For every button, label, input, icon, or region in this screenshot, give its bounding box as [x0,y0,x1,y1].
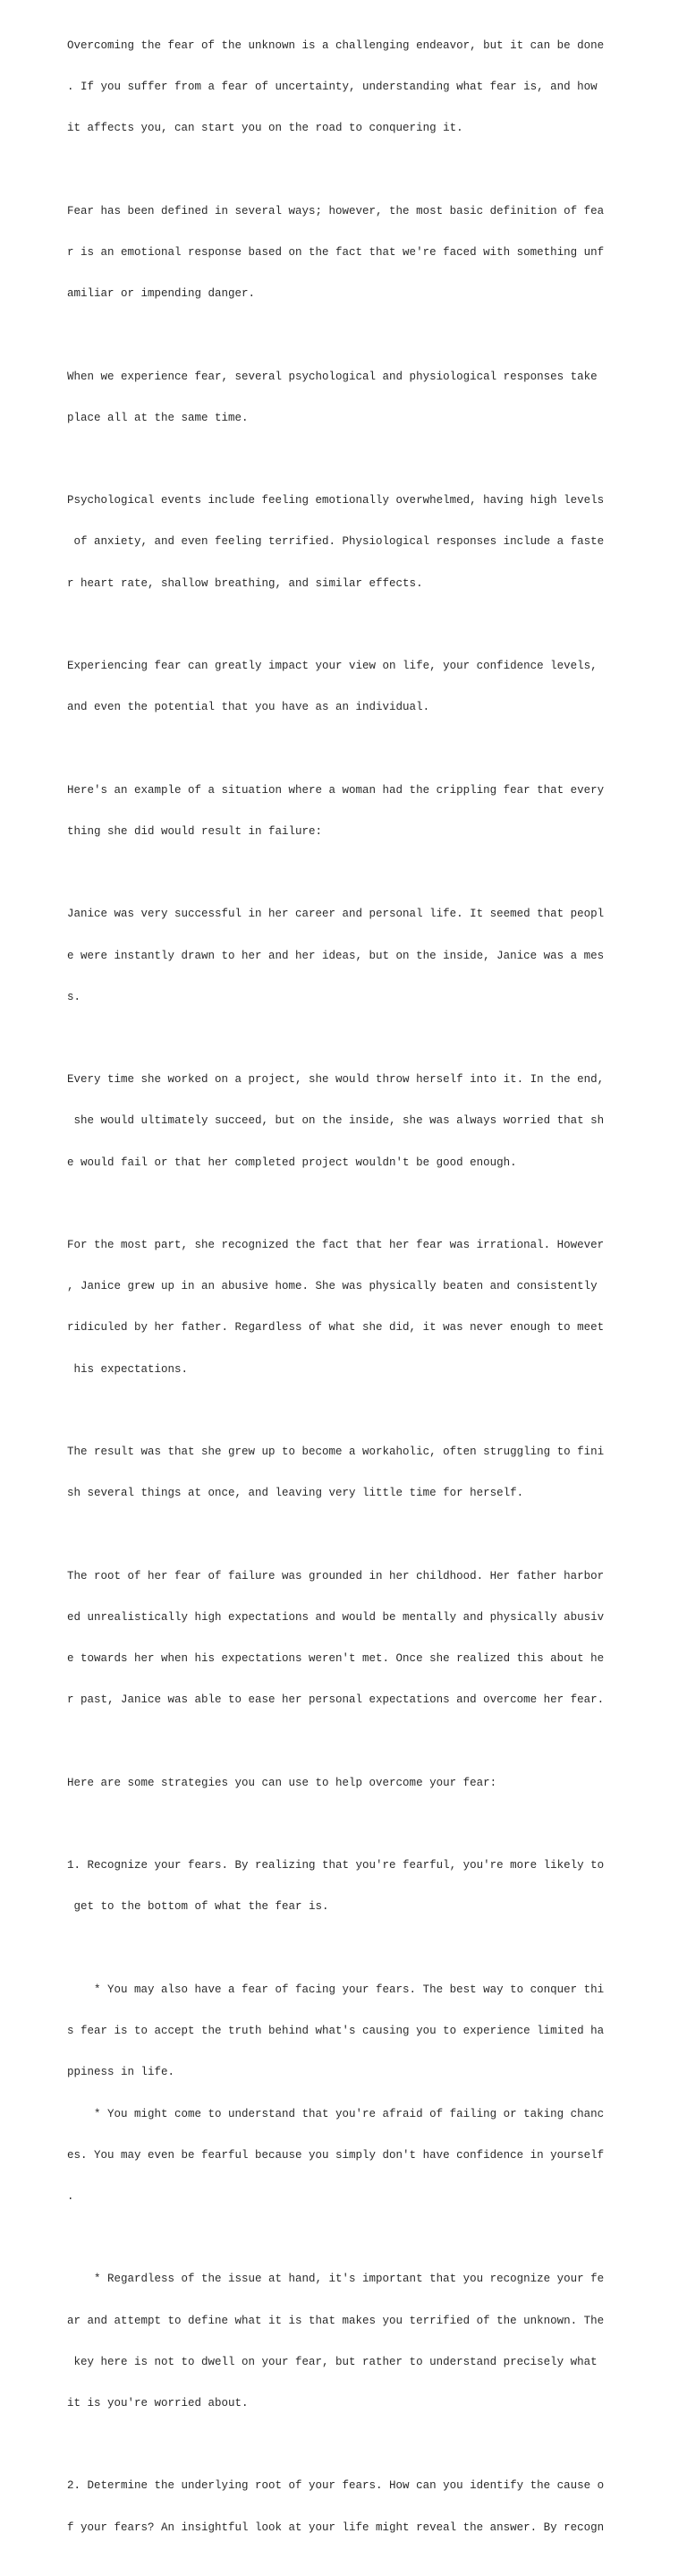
list-item [67,2452,604,2563]
text-line: e were instantly drawn to her and her ideas, but on the inside, Janice was a mes [67,949,605,962]
text-line: Experiencing fear can greatly impact your view on life, your confidence levels, [67,660,598,673]
text-line: es. You may even be fearful because you simply don't have confidence in yourself [67,2148,605,2162]
text-line: s. [67,990,81,1003]
paragraph [67,466,604,618]
list-item [67,1831,604,1941]
text-line: it affects you, can start you on the road to conquering it. [67,122,463,135]
text-line: e towards her when his expectations weren't met. Once she realized this about he [67,1652,605,1666]
text-line: key here is not to dwell on your fear, but rather to understand precisely what [67,2355,598,2368]
paragraph [67,1418,604,1528]
text-line: s fear is to accept the truth behind what's causing you to experience limited ha [67,2025,605,2038]
text-line: e would fail or that her completed project wouldn't be good enough. [67,1156,517,1169]
text-line: Janice was very successful in her career and personal life. It seemed that peopl [67,908,605,921]
paragraph [67,1749,604,1818]
paragraph [67,1045,604,1197]
paragraph [67,881,604,1032]
text-line: Overcoming the fear of the unknown is a challenging endeavor, but it can be done [67,38,605,52]
text-line: Here are some strategies you can use to help overcome your fear: [67,1776,497,1789]
text-line: r is an emotional response based on the fact that we're faced with something unf [67,245,605,259]
text-line: The root of her fear of failure was grounded in her childhood. Her father harbor [67,1569,605,1582]
paragraph [67,177,604,328]
paragraph [67,343,604,453]
text-line: When we experience fear, several psychological and physiological responses take [67,370,598,383]
text-line: ridiculed by her father. Regardless of what she did, it was never enough to meet [67,1321,605,1335]
text-line: and even the potential that you have as an individual. [67,701,430,714]
text-line: ar and attempt to define what it is that makes you terrified of the unknown. The [67,2314,605,2327]
text-line: Psychological events include feeling emotionally overwhelmed, having high levels [67,494,605,508]
text-line: thing she did would result in failure: [67,824,323,838]
paragraph [67,1211,604,1404]
text-line: it is you're worried about. [67,2397,249,2410]
text-line: , Janice grew up in an abusive home. She was physically beaten and consistently [67,1280,598,1293]
text-line: amiliar or impending danger. [67,287,256,301]
text-line: f your fears? An insightful look at your life might reveal the answer. By recogn [67,2521,605,2534]
document-body [67,12,604,2576]
text-line: get to the bottom of what the fear is. [67,1900,329,1914]
text-line: of anxiety, and even feeling terrified. Physiological responses include a faste [67,535,605,549]
text-line: Here's an example of a situation where a woman had the crippling fear that every [67,783,605,797]
text-line: * Regardless of the issue at hand, it's important that you recognize your fe [67,2273,605,2286]
text-line: For the most part, she recognized the fact that her fear was irrational. However [67,1239,605,1252]
paragraph [67,756,604,866]
text-line: The result was that she grew up to become a workaholic, often struggling to fini [67,1446,605,1459]
text-line: 1. Recognize your fears. By realizing that you're fearful, you're more likely to [67,1859,605,1872]
text-line: 2. Determine the underlying root of your fears. How can you identify the cause o [67,2479,605,2493]
paragraph [67,632,604,742]
text-line: ppiness in life. [67,2066,175,2079]
text-line: place all at the same time. [67,411,249,424]
text-line: Fear has been defined in several ways; however, the most basic definition of fea [67,204,605,218]
text-line: his expectations. [67,1362,189,1376]
text-line: ed unrealistically high expectations and would be mentally and physically abusiv [67,1610,605,1624]
text-line: r past, Janice was able to ease her personal expectations and overcome her fear. [67,1693,605,1707]
paragraph [67,1542,604,1736]
text-line: * You might come to understand that you're afraid of failing or taking chanc [67,2107,605,2120]
bullet-group [67,2246,604,2439]
paragraph [67,12,604,163]
text-line: . If you suffer from a fear of uncertainty, understanding what fear is, and how [67,81,598,94]
text-line: r heart rate, shallow breathing, and similar effects. [67,576,423,590]
bullet-group [67,1956,604,2231]
text-line: sh several things at once, and leaving very little time for herself. [67,1487,524,1500]
text-line: Every time she worked on a project, she would throw herself into it. In the end, [67,1073,605,1087]
text-line: she would ultimately succeed, but on the inside, she was always worried that sh [67,1114,605,1128]
text-line: . [67,2189,74,2203]
text-line: * You may also have a fear of facing your fears. The best way to conquer thi [67,1983,605,1996]
